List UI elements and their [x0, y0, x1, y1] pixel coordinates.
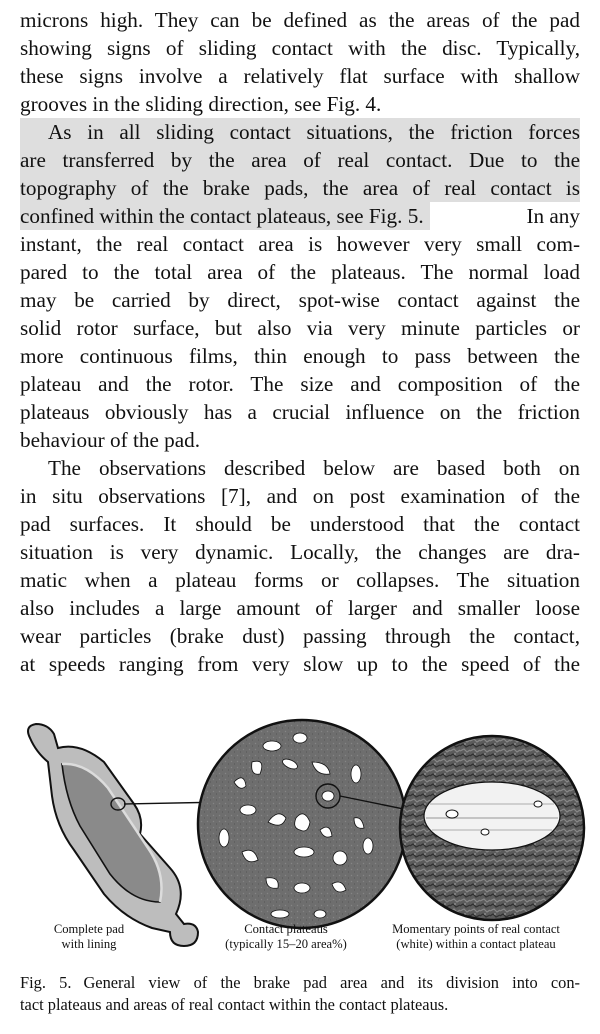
contact-plateaus-disc [198, 720, 406, 928]
text-line [20, 202, 580, 230]
paragraph-1 [20, 6, 580, 118]
text-line: behaviour of the pad. [20, 428, 201, 452]
real-contact-disc [400, 736, 584, 920]
text-line: solid rotor surface, but also via very minute particles or [20, 316, 580, 340]
text-line: situation is very dynamic. Locally, the changes are dra- [20, 540, 580, 564]
text-line: plateaus obviously has a crucial influence on the friction [20, 400, 580, 424]
caption-line: tact plateaus and areas of real contact within the contact plateaus. [20, 995, 449, 1014]
text-line: may be carried by direct, spot-wise contact against the [20, 288, 580, 312]
figure-number: Fig. 5. [20, 973, 72, 992]
text-line: microns high. They can be defined as the areas of the pad [20, 8, 580, 32]
text-line: also includes a large amount of larger and smaller loose [20, 596, 580, 620]
text-line: instant, the real contact area is however very small com- [20, 232, 580, 256]
text-line: pad surfaces. It should be understood that the contact [20, 512, 580, 536]
text-line: more continuous films, thin enough to pass between the [20, 344, 580, 368]
text-line: grooves in the sliding direction, see Fig. 4. [20, 92, 382, 116]
real-contact-label: Momentary points of real contact (white) within a contact plateau [392, 922, 560, 951]
text-line: showing signs of sliding contact with the disc. Typically, [20, 36, 580, 60]
text-line: matic when a plateau forms or collapses. The situation [20, 568, 580, 592]
highlighted-text-line: topography of the brake pads, the area of real contact is [20, 176, 580, 200]
highlighted-text-line: As in all sliding contact situations, the friction forces [20, 118, 580, 146]
highlighted-text-line: are transferred by the area of real contact. Due to the [20, 148, 580, 172]
brake-pad-shape [28, 724, 198, 946]
body-text [20, 6, 580, 678]
plateaus-label: Contact plateaus (typically 15–20 area%) [225, 922, 347, 951]
text-segment: In any [526, 204, 580, 228]
paragraph-3 [20, 454, 580, 678]
caption-line: Fig. 5. General view of the brake pad area and its division into con- [20, 973, 580, 992]
figure-5 [20, 718, 586, 960]
highlighted-text-segment: confined within the contact plateaus, see Fig. 5. [20, 202, 430, 230]
text-line: in situ observations [7], and on post examination of the [20, 484, 580, 508]
text-line: at speeds ranging from very slow up to the speed of the [20, 652, 580, 676]
text-line: pared to the total area of the plateaus. The normal load [20, 260, 580, 284]
figure-caption [20, 972, 580, 1016]
text-line: plateau and the rotor. The size and composition of the [20, 372, 580, 396]
paragraph-2 [20, 118, 580, 454]
text-line: these signs involve a relatively flat surface with shallow [20, 64, 580, 88]
pad-label: Complete pad with lining [53, 922, 125, 951]
text-line: wear particles (brake dust) passing through the contact, [20, 624, 580, 648]
text-line: The observations described below are based both on [48, 456, 580, 480]
